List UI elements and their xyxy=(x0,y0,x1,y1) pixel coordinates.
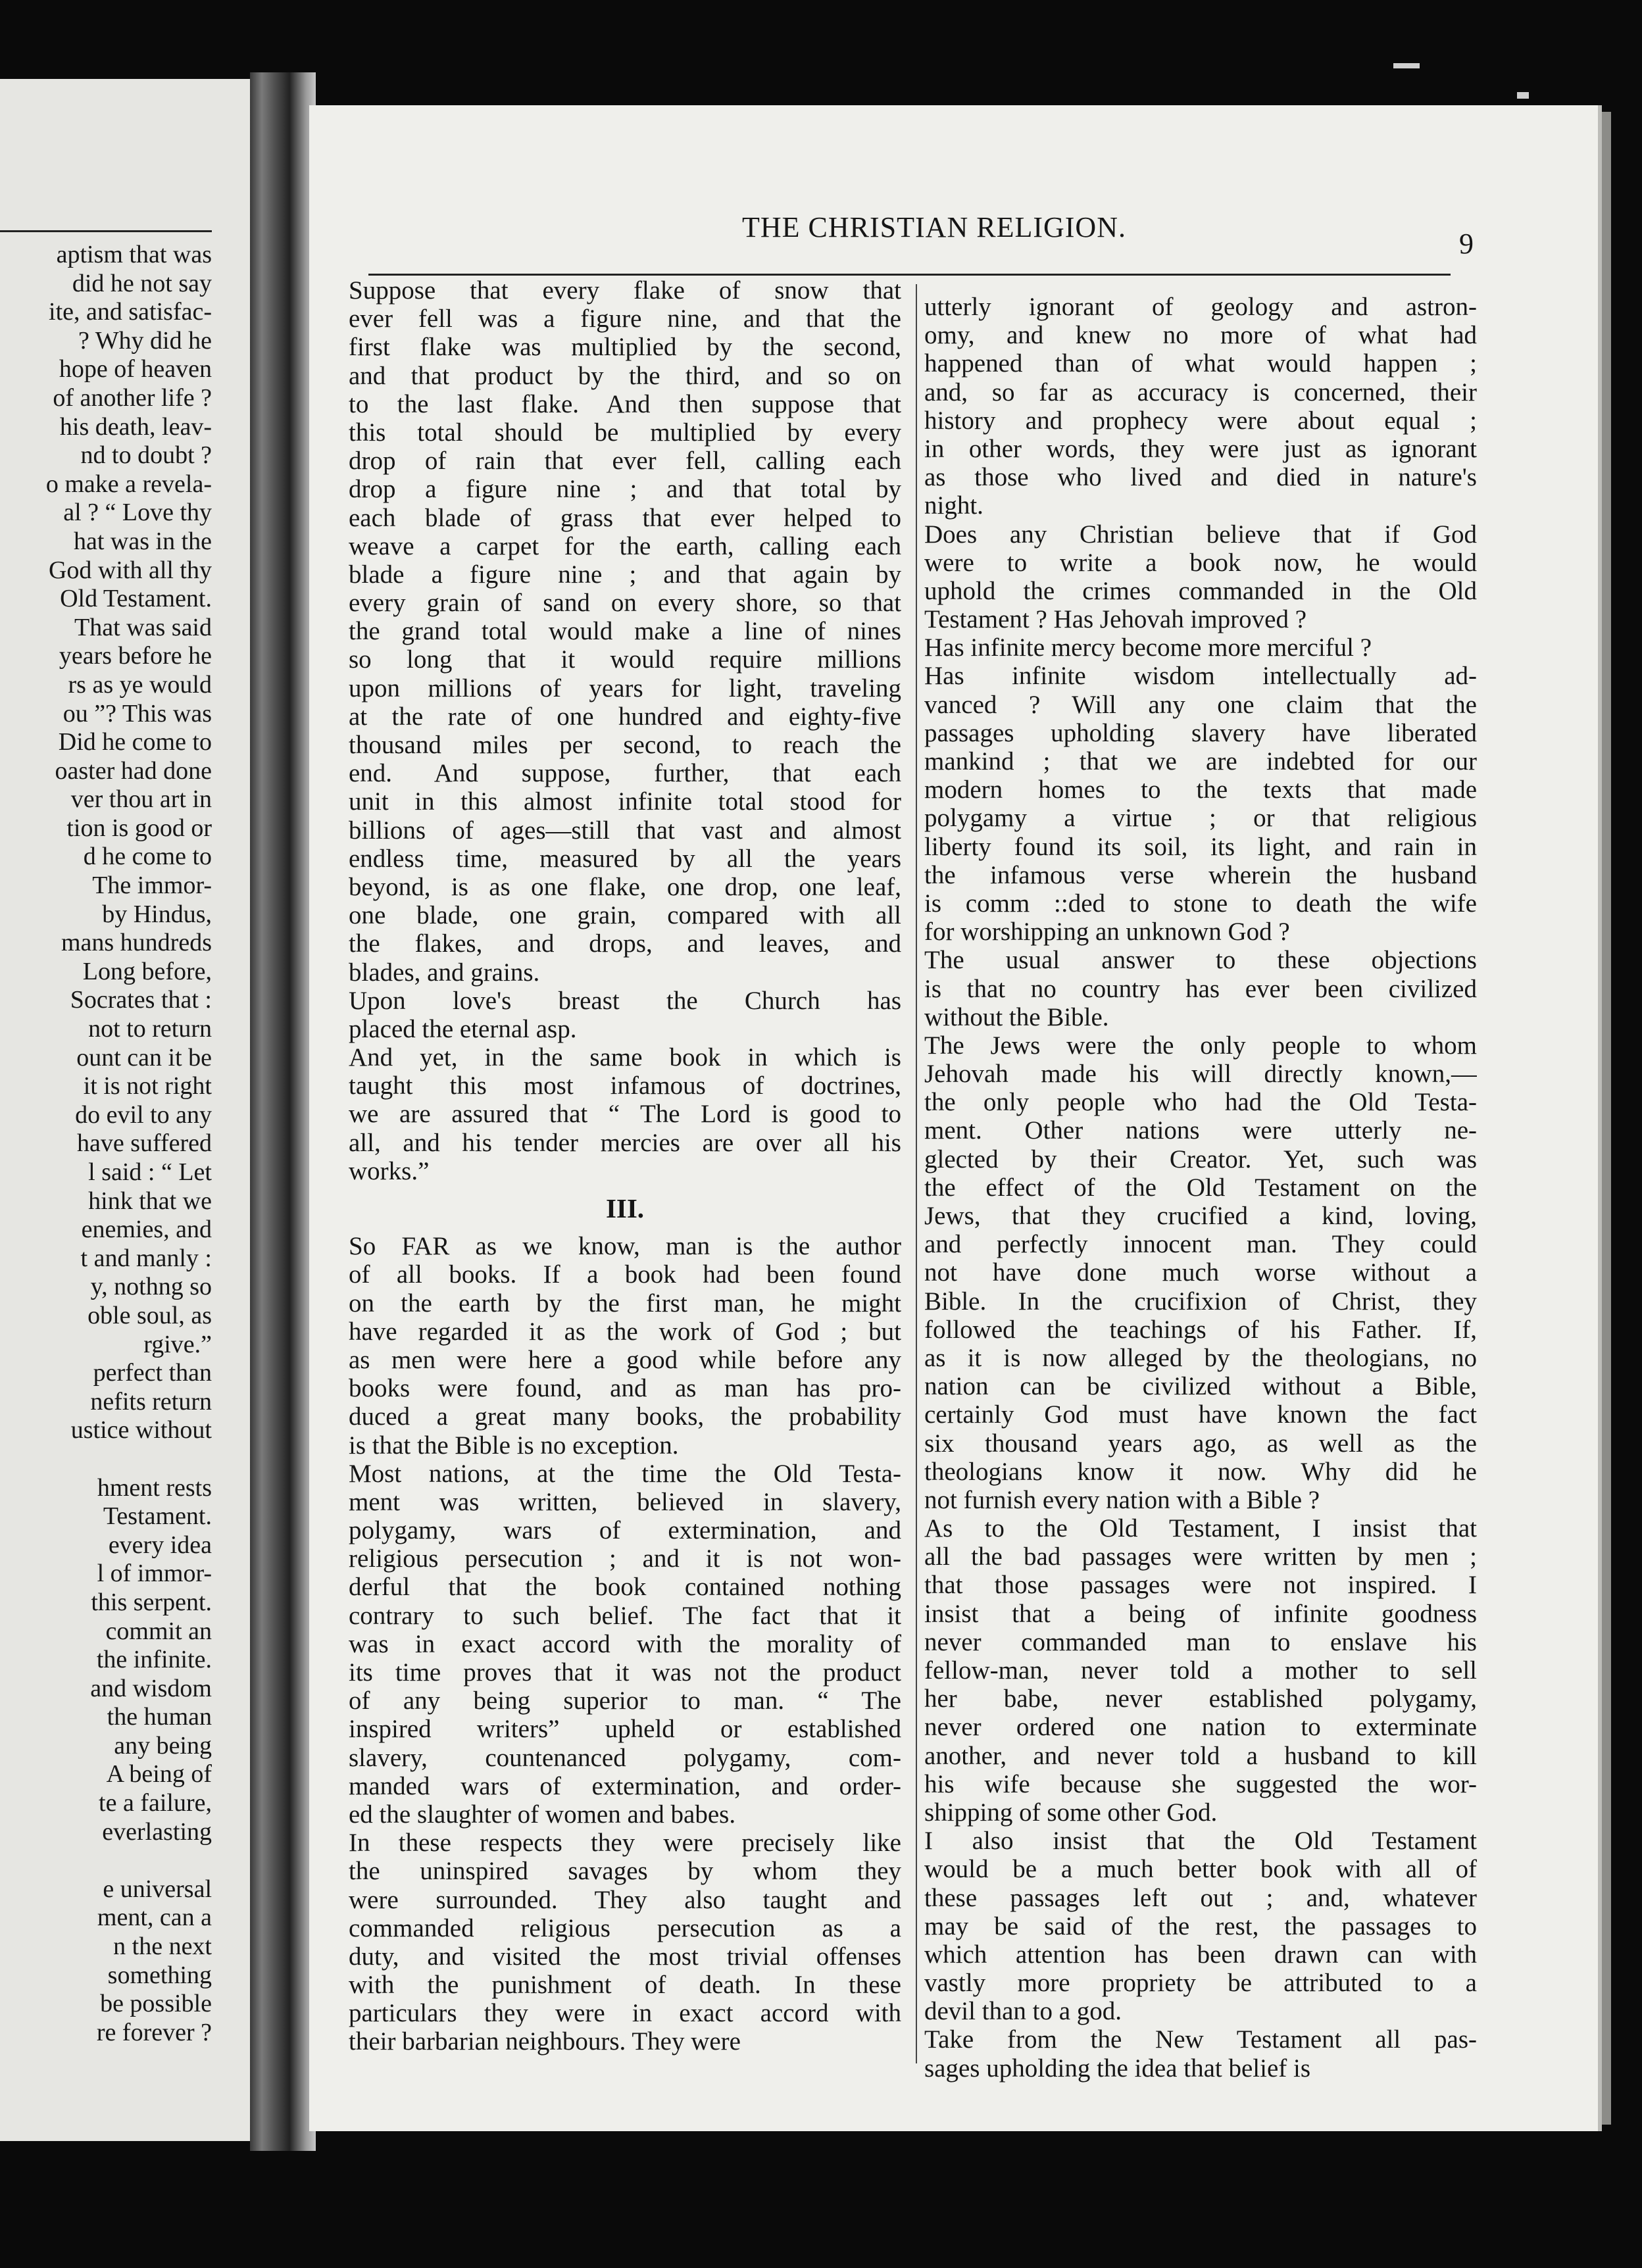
column-divider xyxy=(916,284,917,2063)
text-line: fellow-man, never told a mother to sell xyxy=(924,1656,1477,1685)
left-page-line: hment rests xyxy=(97,1473,212,1502)
text-line: as it is now alleged by the theologians, no xyxy=(924,1343,1477,1372)
text-line: And yet, in the same book in which is xyxy=(349,1043,901,1072)
left-page-line: re forever ? xyxy=(96,2018,212,2046)
text-line: each blade of grass that ever helped to xyxy=(349,503,901,532)
text-line: his wife because she suggested the wor- xyxy=(924,1769,1477,1798)
left-page-line: Long before, xyxy=(82,957,212,985)
text-line: of all books. If a book had been found xyxy=(349,1260,901,1289)
text-line: that those passages were not inspired. I xyxy=(924,1571,1477,1600)
text-line: with the punishment of death. In these xyxy=(349,1971,901,2000)
left-page-line: by Hindus, xyxy=(102,900,212,928)
text-line: upon millions of years for light, traveling xyxy=(349,674,901,703)
text-line: duty, and visited the most trivial offenses xyxy=(349,1942,901,1971)
text-line: was in exact accord with the morality of xyxy=(349,1629,901,1658)
scan-speck xyxy=(1393,63,1420,68)
text-line: another, and never told a husband to kill xyxy=(924,1741,1477,1770)
left-page-line: mans hundreds xyxy=(61,929,212,957)
text-line: The Jews were the only people to whom xyxy=(924,1031,1477,1060)
left-page-line: oble soul, as xyxy=(87,1301,212,1329)
text-line: the only people who had the Old Testa- xyxy=(924,1088,1477,1117)
left-page-line: God with all thy xyxy=(48,556,212,584)
text-line: Take from the New Testament all pas- xyxy=(924,2025,1477,2054)
text-line: polygamy a virtue ; or that religious xyxy=(924,804,1477,833)
text-line: never commanded man to enslave his xyxy=(924,1627,1477,1656)
text-line: first flake was multiplied by the second, xyxy=(349,333,901,362)
left-page-line: tion is good or xyxy=(66,814,212,842)
text-line: In these respects they were precisely like xyxy=(349,1829,901,1858)
text-line: Has infinite wisdom intellectually ad- xyxy=(924,662,1477,691)
left-page-line: Did he come to xyxy=(58,728,212,756)
left-page-line: e universal xyxy=(103,1875,212,1903)
text-line: passages upholding slavery have liberated xyxy=(924,718,1477,747)
left-page-line: be possible xyxy=(100,1990,212,2018)
text-line: theologians know it now. Why did he xyxy=(924,1457,1477,1486)
text-line: Jehovah made his will directly known,— xyxy=(924,1060,1477,1089)
text-line: these passages left out ; and, whatever xyxy=(924,1883,1477,1912)
text-line: certainly God must have known the fact xyxy=(924,1400,1477,1429)
left-page-line: Old Testament. xyxy=(60,585,212,613)
text-line: devil than to a god. xyxy=(924,1997,1122,2026)
page-number: 9 xyxy=(1459,228,1474,260)
left-page-line: ver thou art in xyxy=(70,785,212,814)
text-line: drop a figure nine ; and that total by xyxy=(349,475,901,504)
text-line: this total should be multiplied by every xyxy=(349,418,901,447)
text-line: polygamy, wars of extermination, and xyxy=(349,1516,901,1545)
section-heading: III. xyxy=(605,1195,645,1223)
left-page-line: Testament. xyxy=(103,1502,212,1531)
left-page-line: the infinite. xyxy=(96,1646,212,1674)
text-line: Testament ? Has Jehovah improved ? xyxy=(924,605,1307,634)
left-page-line: and wisdom xyxy=(90,1674,212,1702)
left-page-line: ment, can a xyxy=(97,1904,212,1932)
text-line: utterly ignorant of geology and astron- xyxy=(924,293,1477,321)
text-line: on the earth by the first man, he might xyxy=(349,1289,901,1318)
text-line: blades, and grains. xyxy=(349,958,540,987)
left-page-line: this serpent. xyxy=(91,1588,212,1616)
text-line: without the Bible. xyxy=(924,1002,1109,1031)
text-line: and perfectly innocent man. They could xyxy=(924,1230,1477,1259)
left-page-line: have suffered xyxy=(76,1129,212,1158)
text-column-left xyxy=(349,276,901,2056)
text-line: mankind ; that we are indebted for our xyxy=(924,747,1477,776)
text-line: end. And suppose, further, that each xyxy=(349,759,901,788)
text-line: inspired writers” upheld or established xyxy=(349,1715,901,1744)
text-line: vanced ? Will any one claim that the xyxy=(924,690,1477,719)
text-line: not furnish every nation with a Bible ? xyxy=(924,1485,1320,1514)
text-line: The usual answer to these objections xyxy=(924,946,1477,975)
text-line: Suppose that every flake of snow that xyxy=(349,276,901,305)
text-line: vastly more propriety be attributed to a xyxy=(924,1969,1477,1998)
text-line: particulars they were in exact accord with xyxy=(349,1999,901,2028)
text-line: one blade, one grain, compared with all xyxy=(349,901,901,930)
text-line: Has infinite mercy become more merciful ? xyxy=(924,633,1372,662)
text-line: were to write a book now, he would xyxy=(924,548,1477,577)
scan-speck xyxy=(1517,92,1529,99)
text-line: and, so far as accuracy is concerned, their xyxy=(924,378,1477,407)
left-page-line: not to return xyxy=(88,1015,212,1043)
line-gap xyxy=(349,1223,901,1232)
text-line: So FAR as we know, man is the author xyxy=(349,1232,901,1261)
left-page-line: perfect than xyxy=(93,1359,212,1387)
line-gap xyxy=(349,1185,901,1195)
text-line: were surrounded. They also taught and xyxy=(349,1885,901,1914)
text-line: glected by their Creator. Yet, such was xyxy=(924,1145,1477,1173)
left-page-line: ustice without xyxy=(70,1416,212,1444)
text-line: six thousand years ago, as well as the xyxy=(924,1429,1477,1458)
text-line: the infamous verse wherein the husband xyxy=(924,860,1477,889)
left-page-line: enemies, and xyxy=(81,1216,212,1244)
text-line: ever fell was a figure nine, and that the xyxy=(349,305,901,333)
left-page-text xyxy=(0,241,212,2047)
text-line: we are assured that “ The Lord is good to xyxy=(349,1100,901,1129)
text-line: the grand total would make a line of nines xyxy=(349,617,901,646)
left-page-line: rs as ye would xyxy=(68,670,212,699)
left-page-line: rgive.” xyxy=(143,1330,212,1358)
text-line: religious persecution ; and it is not won- xyxy=(349,1544,901,1573)
text-line: at the rate of one hundred and eighty-five xyxy=(349,702,901,731)
text-line: never ordered one nation to exterminate xyxy=(924,1713,1477,1742)
left-page-line: ite, and satisfac- xyxy=(49,298,212,326)
left-page-line: l of immor- xyxy=(97,1560,212,1588)
text-line: I also insist that the Old Testament xyxy=(924,1827,1477,1856)
text-line: derful that the book contained nothing xyxy=(349,1573,901,1602)
left-page-line: ou ”? This was xyxy=(62,699,212,727)
left-page-line: t and manly : xyxy=(80,1244,212,1272)
text-line: its time proves that it was not the product xyxy=(349,1658,901,1687)
left-page-line: something xyxy=(107,1961,212,1989)
text-line: books were found, and as man has pro- xyxy=(349,1374,901,1403)
text-line: and that product by the third, and so on xyxy=(349,361,901,390)
text-line: as those who lived and died in nature's xyxy=(924,463,1477,492)
text-line: sages upholding the idea that belief is xyxy=(924,2054,1311,2083)
text-line: for worshipping an unknown God ? xyxy=(924,918,1290,947)
left-page-line: of another life ? xyxy=(53,383,212,412)
left-page-line: A being of xyxy=(106,1760,212,1788)
text-line: unit in this almost infinite total stood for xyxy=(349,787,901,816)
text-line: ment was written, believed in slavery, xyxy=(349,1487,901,1516)
text-line: their barbarian neighbours. They were xyxy=(349,2027,741,2056)
text-line: nation can be civilized without a Bible, xyxy=(924,1372,1477,1401)
left-page-line: hink that we xyxy=(88,1187,212,1215)
line-gap xyxy=(0,1445,212,1474)
left-page-line: aptism that was xyxy=(56,241,212,268)
text-line: duced a great many books, the probability xyxy=(349,1402,901,1431)
text-line: Does any Christian believe that if God xyxy=(924,520,1477,549)
text-line: would be a much better book with all of xyxy=(924,1855,1477,1884)
text-line: As to the Old Testament, I insist that xyxy=(924,1514,1477,1543)
left-page-line: did he not say xyxy=(72,269,212,297)
left-page-line: nd to doubt ? xyxy=(80,441,212,470)
text-line: is that no country has ever been civilized xyxy=(924,974,1477,1003)
left-page-header-rule xyxy=(0,230,212,232)
text-line: insist that a being of infinite goodness xyxy=(924,1599,1477,1628)
text-line: beyond, is as one flake, one drop, one leaf, xyxy=(349,872,901,901)
text-line: all the bad passages were written by men ; xyxy=(924,1542,1477,1571)
left-page-line: commit an xyxy=(105,1617,212,1645)
text-line: have regarded it as the work of God ; but xyxy=(349,1317,901,1346)
text-line: manded wars of extermination, and order- xyxy=(349,1771,901,1800)
text-line: the effect of the Old Testament on the xyxy=(924,1173,1477,1202)
text-line: may be said of the rest, the passages to xyxy=(924,1911,1477,1940)
text-line: Most nations, at the time the Old Testa- xyxy=(349,1459,901,1488)
text-line: works.” xyxy=(349,1156,430,1185)
text-line: of any being superior to man. “ The xyxy=(349,1687,901,1715)
left-page-line: te a failure, xyxy=(99,1789,212,1817)
left-page-line: d he come to xyxy=(83,843,212,871)
page-edge-shadow xyxy=(1602,112,1611,2125)
text-line: night. xyxy=(924,491,983,520)
text-line: is that the Bible is no exception. xyxy=(349,1431,679,1460)
text-line: the flakes, and drops, and leaves, and xyxy=(349,929,901,958)
text-line: history and prophecy were about equal ; xyxy=(924,406,1477,435)
left-page-line: any being xyxy=(114,1731,212,1760)
text-line: uphold the crimes commanded in the Old xyxy=(924,576,1477,605)
text-line: drop of rain that ever fell, calling each xyxy=(349,447,901,476)
text-line: liberty found its soil, its light, and rain in xyxy=(924,832,1477,861)
text-line: ment. Other nations were utterly ne- xyxy=(924,1116,1477,1145)
left-page-line: do evil to any xyxy=(75,1100,212,1129)
text-line: shipping of some other God. xyxy=(924,1798,1218,1827)
text-line: commanded religious persecution as a xyxy=(349,1913,901,1942)
text-line: contrary to such belief. The fact that it xyxy=(349,1601,901,1630)
left-page-line: oaster had done xyxy=(55,756,212,785)
text-line: billions of ages—still that vast and almost xyxy=(349,816,901,845)
text-column-right xyxy=(924,293,1477,2083)
text-line: is comm ::ded to stone to death the wife xyxy=(924,889,1477,918)
left-page-line: Socrates that : xyxy=(70,986,212,1014)
line-gap xyxy=(0,1846,212,1875)
left-page-line: The immor- xyxy=(92,872,212,900)
left-page-line: ount can it be xyxy=(76,1043,212,1072)
text-line: followed the teachings of his Father. If, xyxy=(924,1315,1477,1344)
text-line: thousand miles per second, to reach the xyxy=(349,731,901,759)
text-line: modern homes to the texts that made xyxy=(924,776,1477,804)
facing-page-left xyxy=(0,79,250,2141)
text-line: her babe, never established polygamy, xyxy=(924,1685,1477,1713)
text-line: placed the eternal asp. xyxy=(349,1014,577,1043)
text-line: omy, and knew no more of what had xyxy=(924,321,1477,350)
text-line: Upon love's breast the Church has xyxy=(349,986,901,1015)
text-line: taught this most infamous of doctrines, xyxy=(349,1072,901,1100)
left-page-line: o make a revela- xyxy=(45,470,212,498)
header-rule xyxy=(368,274,1451,276)
text-line: all, and his tender mercies are over all his xyxy=(349,1128,901,1157)
text-line: Bible. In the crucifixion of Christ, they xyxy=(924,1287,1477,1316)
left-page-line: it is not right xyxy=(83,1072,212,1100)
text-line: in other words, they were just as ignorant xyxy=(924,434,1477,463)
left-page-line: the human xyxy=(107,1703,212,1731)
running-head: THE CHRISTIAN RELIGION. xyxy=(742,211,1126,243)
text-line: every grain of sand on every shore, so that xyxy=(349,589,901,618)
book-spine xyxy=(250,72,316,2151)
left-page-line: That was said xyxy=(74,613,212,641)
text-line: weave a carpet for the earth, calling each xyxy=(349,531,901,560)
text-line: which attention has been drawn can with xyxy=(924,1940,1477,1969)
text-line: happened than of what would happen ; xyxy=(924,349,1477,378)
text-line: ed the slaughter of women and babes. xyxy=(349,1800,736,1829)
left-page-line: hat was in the xyxy=(73,527,212,555)
text-line: Jews, that they crucified a kind, loving, xyxy=(924,1202,1477,1230)
left-page-line: everlasting xyxy=(102,1817,212,1846)
text-line: the uninspired savages by whom they xyxy=(349,1857,901,1886)
left-page-line: hope of heaven xyxy=(59,355,212,383)
left-page-line: l said : “ Let xyxy=(88,1158,212,1186)
text-line: so long that it would require millions xyxy=(349,645,901,674)
left-page-line: his death, leav- xyxy=(59,412,212,441)
text-line: not have done much worse without a xyxy=(924,1258,1477,1287)
left-page-line: nefits return xyxy=(90,1387,212,1416)
text-line: endless time, measured by all the years xyxy=(349,844,901,873)
text-line: as men were here a good while before any xyxy=(349,1345,901,1374)
left-page-line: n the next xyxy=(113,1933,212,1961)
left-page-line: every idea xyxy=(108,1531,212,1559)
left-page-line: y, nothng so xyxy=(90,1273,212,1301)
left-page-line: al ? “ Love thy xyxy=(63,499,212,527)
text-line: slavery, countenanced polygamy, com- xyxy=(349,1743,901,1772)
text-line: blade a figure nine ; and that again by xyxy=(349,560,901,589)
left-page-line: ? Why did he xyxy=(78,326,212,355)
text-line: to the last flake. And then suppose that xyxy=(349,389,901,418)
left-page-line: years before he xyxy=(59,642,212,670)
